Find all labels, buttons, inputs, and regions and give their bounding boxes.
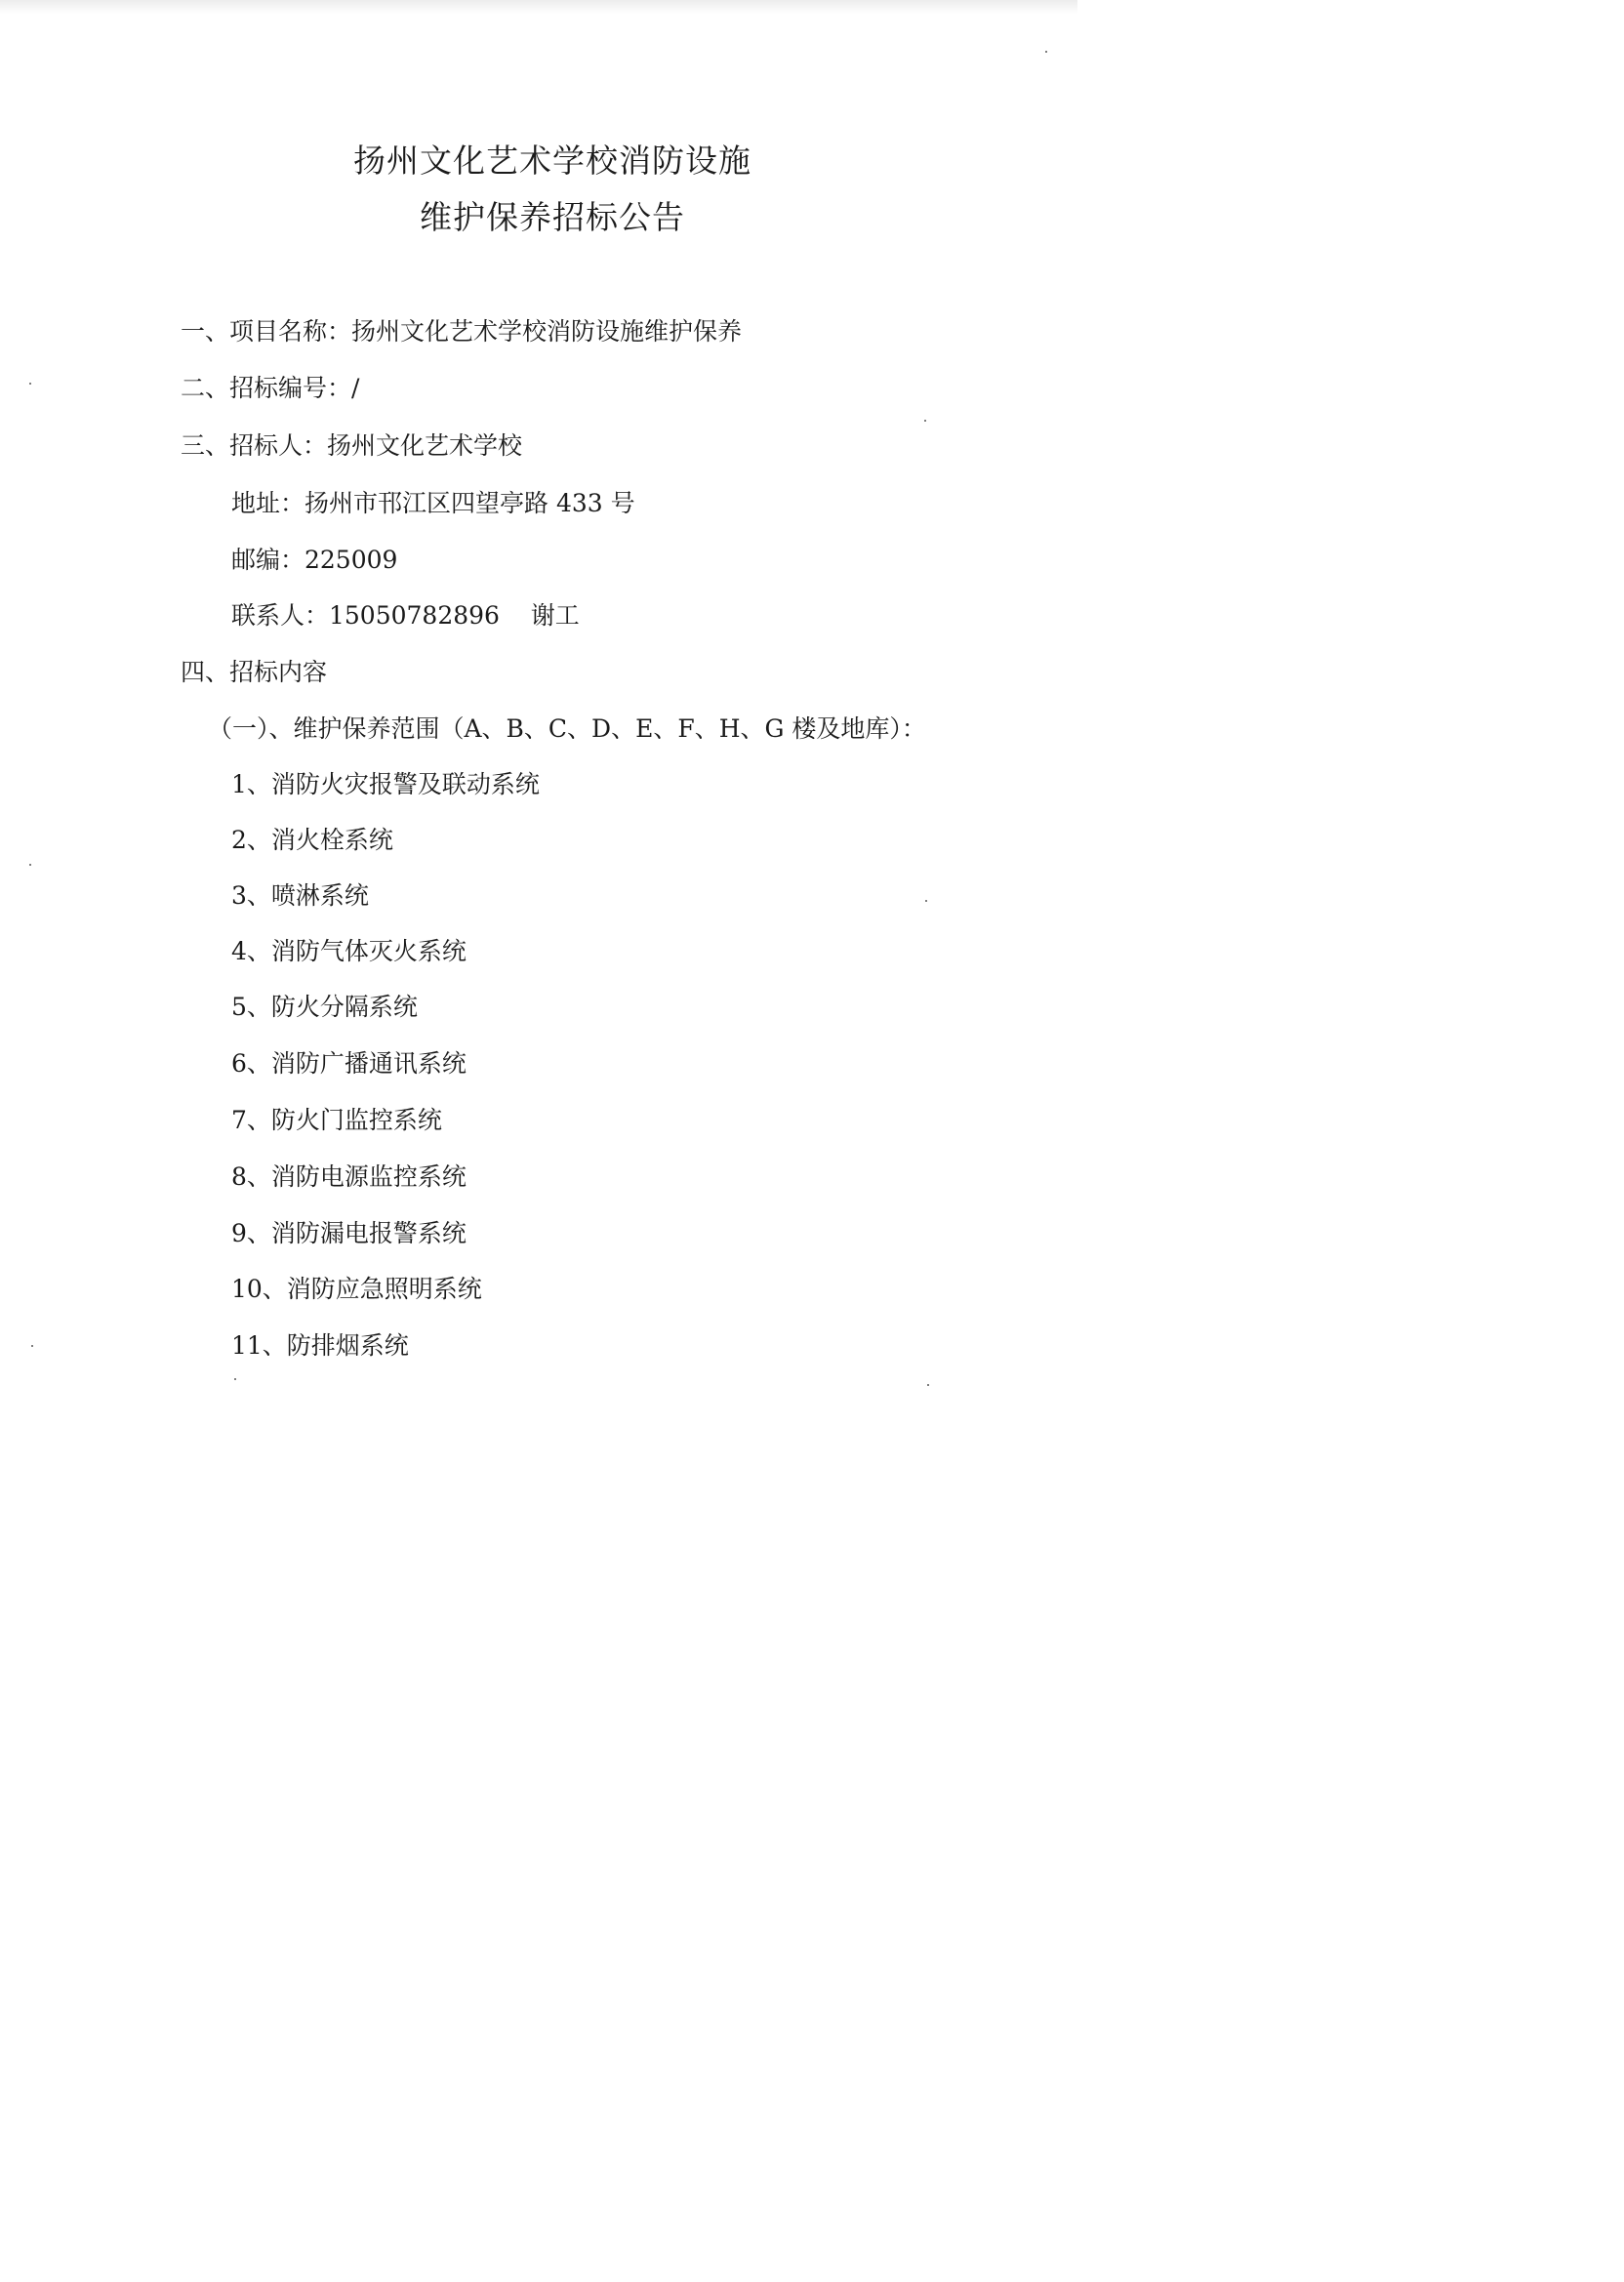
scan-speck [31, 1345, 33, 1347]
scan-speck [29, 383, 31, 385]
scope-item-2: 2、消火栓系统 [231, 826, 393, 854]
section-tender-number: 二、招标编号：/ [181, 374, 360, 402]
section-project-name: 一、项目名称：扬州文化艺术学校消防设施维护保养 [181, 317, 743, 346]
scan-speck [925, 900, 927, 902]
scope-item-6: 6、消防广播通讯系统 [231, 1049, 467, 1078]
scope-item-10: 10、消防应急照明系统 [231, 1275, 482, 1303]
tenderer-address: 地址：扬州市邗江区四望亭路 433 号 [231, 489, 635, 517]
scope-item-11: 11、防排烟系统 [231, 1331, 409, 1360]
maintenance-scope-heading: （一）、维护保养范围（A、B、C、D、E、F、H、G 楼及地库）： [208, 714, 926, 743]
scan-edge-shadow [0, 0, 1077, 14]
scope-item-7: 7、防火门监控系统 [231, 1106, 442, 1134]
scope-item-4: 4、消防气体灭火系统 [231, 937, 467, 965]
scope-item-9: 9、消防漏电报警系统 [231, 1219, 467, 1247]
document-title-line-2: 维护保养招标公告 [420, 198, 685, 236]
scope-item-1: 1、消防火灾报警及联动系统 [231, 770, 540, 798]
section-tender-content: 四、招标内容 [181, 658, 328, 686]
scan-speck [927, 1384, 929, 1386]
scan-speck [234, 1378, 236, 1380]
scope-item-8: 8、消防电源监控系统 [231, 1162, 467, 1191]
section-tenderer: 三、招标人：扬州文化艺术学校 [181, 431, 523, 460]
document-page [0, 0, 1077, 1525]
scan-speck [1045, 51, 1047, 53]
tenderer-postcode: 邮编：225009 [231, 546, 398, 574]
scan-speck [924, 420, 926, 422]
scope-item-5: 5、防火分隔系统 [231, 993, 418, 1021]
tenderer-contact: 联系人：15050782896 谢工 [231, 601, 580, 630]
document-title-line-1: 扬州文化艺术学校消防设施 [353, 142, 751, 180]
scope-item-3: 3、喷淋系统 [231, 881, 369, 910]
scan-speck [29, 864, 31, 866]
